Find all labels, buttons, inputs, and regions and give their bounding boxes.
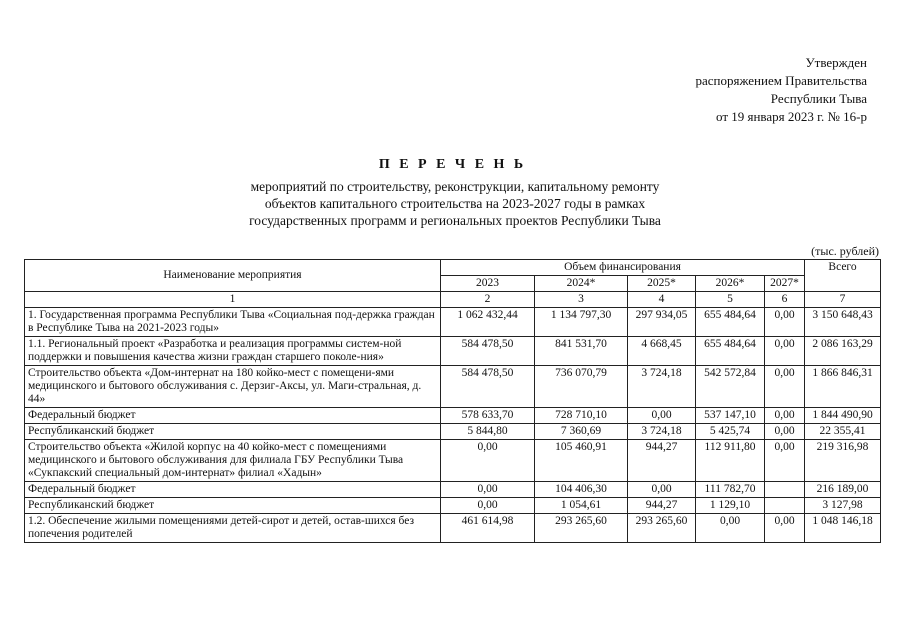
value-cell: 3 150 648,43 <box>805 308 881 337</box>
row-name-cell: 1. Государственная программа Республики Тыва «Социальная под-держка граждан в Республике Тыва на 2021-2023 годы» <box>25 308 441 337</box>
subtitle-line-3: государственных программ и региональных проектов Республики Тыва <box>249 213 661 228</box>
value-cell: 1 062 432,44 <box>441 308 535 337</box>
value-cell: 655 484,64 <box>696 308 765 337</box>
column-numbers-row <box>25 292 881 308</box>
column-number: 2 <box>441 292 535 308</box>
approval-line-3: Республики Тыва <box>770 91 867 106</box>
value-cell: 0,00 <box>765 440 805 482</box>
document-subtitle <box>150 178 760 229</box>
approval-line-2: распоряжением Правительства <box>695 73 867 88</box>
value-cell: 0,00 <box>696 514 765 543</box>
value-cell: 944,27 <box>628 440 696 482</box>
value-cell: 112 911,80 <box>696 440 765 482</box>
value-cell: 293 265,60 <box>628 514 696 543</box>
subtitle-line-1: мероприятий по строительству, реконструкции, капитальному ремонту <box>250 179 660 194</box>
header-total: Всего <box>805 260 881 292</box>
header-year: 2026* <box>696 276 765 292</box>
value-cell: 104 406,30 <box>535 482 628 498</box>
row-name-cell: Республиканский бюджет <box>25 424 441 440</box>
value-cell: 0,00 <box>765 308 805 337</box>
value-cell: 841 531,70 <box>535 337 628 366</box>
value-cell: 0,00 <box>765 408 805 424</box>
value-cell: 0,00 <box>765 337 805 366</box>
table-row <box>25 366 881 408</box>
column-number: 3 <box>535 292 628 308</box>
unit-label: (тыс. рублей) <box>811 244 879 258</box>
row-name-cell: 1.2. Обеспечение жилыми помещениями детей-сирот и детей, остав-шихся без попечения родителей <box>25 514 441 543</box>
value-cell: 1 844 490,90 <box>805 408 881 424</box>
value-cell: 22 355,41 <box>805 424 881 440</box>
value-cell: 0,00 <box>765 514 805 543</box>
value-cell: 0,00 <box>765 424 805 440</box>
header-year: 2023 <box>441 276 535 292</box>
table-row <box>25 408 881 424</box>
value-cell: 1 129,10 <box>696 498 765 514</box>
value-cell: 728 710,10 <box>535 408 628 424</box>
value-cell: 7 360,69 <box>535 424 628 440</box>
table-row <box>25 514 881 543</box>
value-cell: 537 147,10 <box>696 408 765 424</box>
column-number: 4 <box>628 292 696 308</box>
column-number: 6 <box>765 292 805 308</box>
value-cell: 4 668,45 <box>628 337 696 366</box>
row-name-cell: Федеральный бюджет <box>25 408 441 424</box>
value-cell: 216 189,00 <box>805 482 881 498</box>
header-year: 2025* <box>628 276 696 292</box>
column-number: 5 <box>696 292 765 308</box>
value-cell: 0,00 <box>628 482 696 498</box>
value-cell: 0,00 <box>628 408 696 424</box>
header-year: 2024* <box>535 276 628 292</box>
column-number: 1 <box>25 292 441 308</box>
table-row <box>25 308 881 337</box>
approval-line-1: Утвержден <box>805 55 867 70</box>
value-cell: 584 478,50 <box>441 337 535 366</box>
value-cell: 5 425,74 <box>696 424 765 440</box>
value-cell: 542 572,84 <box>696 366 765 408</box>
subtitle-line-2: объектов капитального строительства на 2023-2027 годы в рамках <box>264 196 646 211</box>
value-cell: 3 724,18 <box>628 366 696 408</box>
approval-stamp <box>607 54 867 126</box>
header-funding: Объем финансирования <box>441 260 805 276</box>
value-cell: 0,00 <box>765 366 805 408</box>
header-row <box>25 260 881 276</box>
value-cell: 105 460,91 <box>535 440 628 482</box>
header-name: Наименование мероприятия <box>25 260 441 292</box>
row-name-cell: Строительство объекта «Жилой корпус на 40 койко-мест с помещениями медицинского и бытового обслуживания для филиала ГБУ Республики Тыва «Сукпакский специальный дом-интернат» филиал «Хадын» <box>25 440 441 482</box>
value-cell: 0,00 <box>441 482 535 498</box>
table-row <box>25 482 881 498</box>
document-title: П Е Р Е Ч Е Н Ь <box>378 157 527 172</box>
value-cell: 1 054,61 <box>535 498 628 514</box>
value-cell: 736 070,79 <box>535 366 628 408</box>
approval-line-4: от 19 января 2023 г. № 16-р <box>715 109 867 124</box>
table-row <box>25 440 881 482</box>
table-row <box>25 424 881 440</box>
value-cell <box>765 482 805 498</box>
value-cell: 944,27 <box>628 498 696 514</box>
value-cell: 461 614,98 <box>441 514 535 543</box>
value-cell <box>765 498 805 514</box>
header-year: 2027* <box>765 276 805 292</box>
table-row <box>25 498 881 514</box>
row-name-cell: Федеральный бюджет <box>25 482 441 498</box>
value-cell: 1 134 797,30 <box>535 308 628 337</box>
value-cell: 5 844,80 <box>441 424 535 440</box>
value-cell: 1 048 146,18 <box>805 514 881 543</box>
row-name-cell: Строительство объекта «Дом-интернат на 180 койко-мест с помещени-ями медицинского и бытового обслуживания с. Дерзиг-Аксы, ул. Маги-стральная, д. 44» <box>25 366 441 408</box>
value-cell: 297 934,05 <box>628 308 696 337</box>
value-cell: 3 724,18 <box>628 424 696 440</box>
value-cell: 293 265,60 <box>535 514 628 543</box>
value-cell: 219 316,98 <box>805 440 881 482</box>
column-number: 7 <box>805 292 881 308</box>
value-cell: 0,00 <box>441 498 535 514</box>
value-cell: 578 633,70 <box>441 408 535 424</box>
value-cell: 0,00 <box>441 440 535 482</box>
value-cell: 111 782,70 <box>696 482 765 498</box>
row-name-cell: 1.1. Региональный проект «Разработка и реализация программы систем-ной поддержки и повышения качества жизни граждан старшего поколе-ния» <box>25 337 441 366</box>
value-cell: 2 086 163,29 <box>805 337 881 366</box>
row-name-cell: Республиканский бюджет <box>25 498 441 514</box>
value-cell: 655 484,64 <box>696 337 765 366</box>
value-cell: 3 127,98 <box>805 498 881 514</box>
value-cell: 1 866 846,31 <box>805 366 881 408</box>
table-row <box>25 337 881 366</box>
funding-table <box>24 259 881 543</box>
value-cell: 584 478,50 <box>441 366 535 408</box>
